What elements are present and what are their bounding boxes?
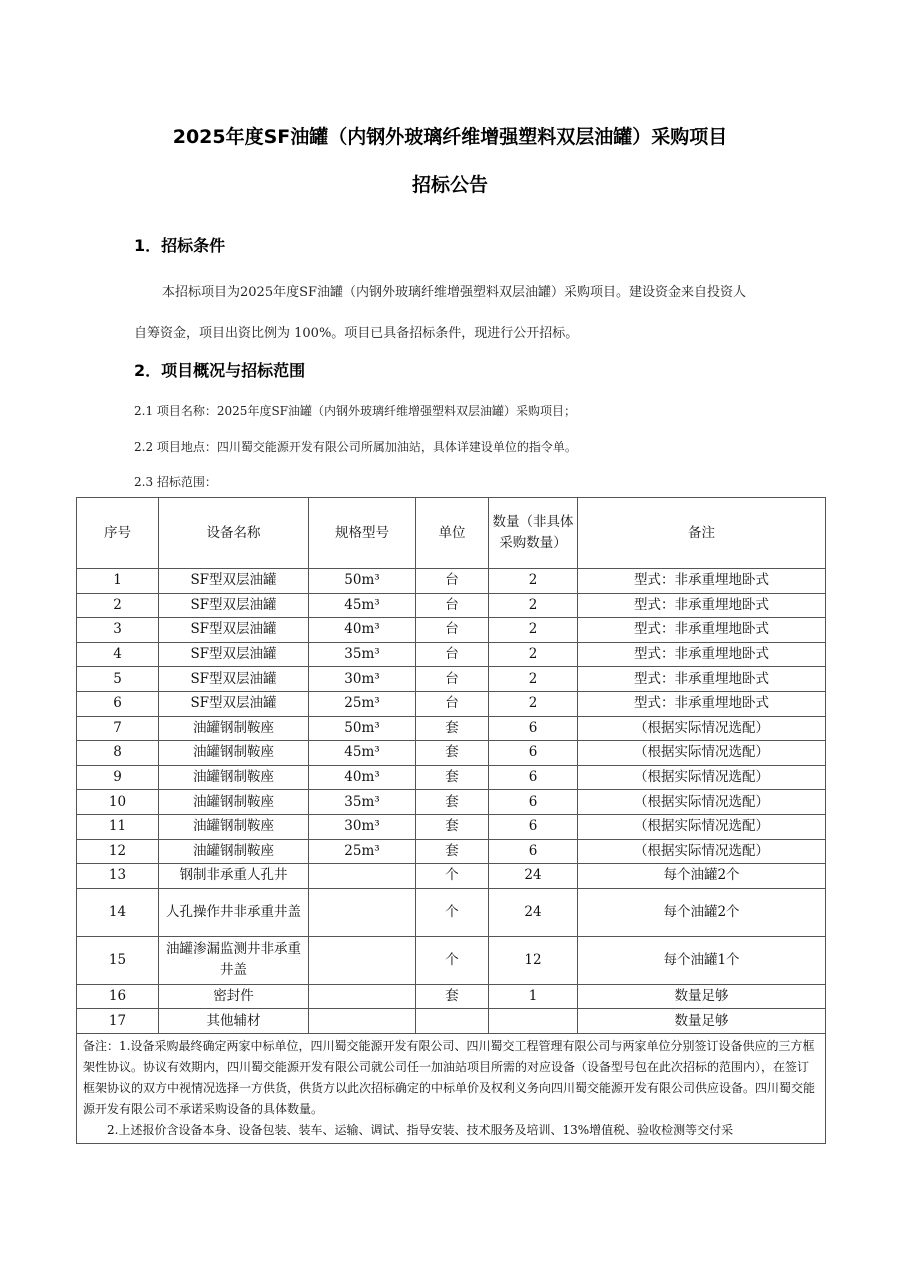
cell-spec [309,984,416,1009]
table-notes [77,1033,826,1143]
cell-qty: 2 [489,667,578,692]
cell-remark: 型式：非承重埋地卧式 [578,667,826,692]
cell-remark: 型式：非承重埋地卧式 [578,691,826,716]
cell-name: SF型双层油罐 [159,642,309,667]
cell-qty: 2 [489,642,578,667]
cell-name: SF型双层油罐 [159,691,309,716]
cell-spec: 25m³ [309,839,416,864]
section1-heading: 1．招标条件 [134,236,226,255]
cell-no: 17 [77,1009,159,1034]
cell-qty: 2 [489,569,578,594]
cell-spec: 40m³ [309,765,416,790]
cell-qty: 6 [489,790,578,815]
document-title: 2025年度SF油罐（内钢外玻璃纤维增强塑料双层油罐）采购项目 [172,126,728,148]
header-unit: 单位 [416,498,489,569]
section2-item-scope: 2.3 招标范围： [134,475,217,489]
table-row [77,569,826,594]
cell-unit [416,1009,489,1034]
header-qty: 数量（非具体采购数量） [489,498,578,569]
cell-name: 油罐钢制鞍座 [159,790,309,815]
table-row [77,716,826,741]
cell-name: 油罐钢制鞍座 [159,839,309,864]
cell-remark: （根据实际情况选配） [578,741,826,766]
cell-name: 油罐钢制鞍座 [159,741,309,766]
cell-remark: 每个油罐2个 [578,888,826,936]
cell-remark: （根据实际情况选配） [578,814,826,839]
cell-remark: （根据实际情况选配） [578,790,826,815]
cell-no: 7 [77,716,159,741]
cell-name: SF型双层油罐 [159,618,309,643]
cell-spec: 45m³ [309,741,416,766]
cell-name: 油罐钢制鞍座 [159,716,309,741]
table-row [77,1009,826,1034]
cell-no: 11 [77,814,159,839]
cell-spec [309,888,416,936]
cell-remark: 型式：非承重埋地卧式 [578,593,826,618]
table-row [77,618,826,643]
cell-no: 10 [77,790,159,815]
table-notes-row [77,1033,826,1143]
cell-no: 6 [77,691,159,716]
cell-no: 5 [77,667,159,692]
cell-no: 14 [77,888,159,936]
cell-qty: 24 [489,864,578,889]
cell-name: SF型双层油罐 [159,593,309,618]
cell-unit: 套 [416,790,489,815]
table-row [77,864,826,889]
cell-qty [489,1009,578,1034]
cell-name: 油罐钢制鞍座 [159,814,309,839]
cell-spec [309,1009,416,1034]
cell-unit: 套 [416,765,489,790]
cell-no: 8 [77,741,159,766]
cell-remark: 型式：非承重埋地卧式 [578,618,826,643]
cell-remark: 数量足够 [578,984,826,1009]
table-row [77,667,826,692]
cell-spec: 30m³ [309,667,416,692]
section2-heading: 2．项目概况与招标范围 [134,361,306,380]
cell-no: 13 [77,864,159,889]
cell-unit: 台 [416,593,489,618]
cell-no: 3 [77,618,159,643]
cell-spec: 30m³ [309,814,416,839]
cell-spec: 35m³ [309,790,416,815]
table-row [77,691,826,716]
header-remark: 备注 [578,498,826,569]
cell-unit: 台 [416,569,489,594]
cell-qty: 2 [489,593,578,618]
cell-spec: 25m³ [309,691,416,716]
section1-paragraph-line1: 本招标项目为2025年度SF油罐（内钢外玻璃纤维增强塑料双层油罐）采购项目。建设资金来自投资人 [162,285,747,300]
note-1: 备注：1.设备采购最终确定两家中标单位，四川蜀交能源开发有限公司、四川蜀交工程管理有限公司与两家单位分别签订设备供应的三方框架性协议。协议有效期内，四川蜀交能源开发有限公司就公司任一加油站项目所需的对应设备（设备型号包在此次招标的范围内），在签订框架协议的双方中视情况选择一方供货，供货方以此次招标确定的中标单价及权利义务向四川蜀交能源开发有限公司供应设备。四川蜀交能源开发有限公司不承诺采购设备的具体数量。 [83,1038,816,1116]
cell-qty: 2 [489,691,578,716]
table-row [77,888,826,936]
table-row [77,642,826,667]
cell-qty: 12 [489,936,578,984]
cell-name: 密封件 [159,984,309,1009]
table-row [77,936,826,984]
table-row [77,814,826,839]
cell-name: SF型双层油罐 [159,569,309,594]
cell-name: 油罐渗漏监测井非承重井盖 [159,936,309,984]
cell-remark: 每个油罐2个 [578,864,826,889]
cell-spec: 50m³ [309,716,416,741]
cell-unit: 台 [416,618,489,643]
cell-name: 钢制非承重人孔井 [159,864,309,889]
cell-no: 2 [77,593,159,618]
cell-qty: 6 [489,839,578,864]
cell-qty: 6 [489,765,578,790]
cell-qty: 2 [489,618,578,643]
cell-unit: 个 [416,864,489,889]
note-2: 2.上述报价含设备本身、设备包装、装车、运输、调试、指导安装、技术服务及培训、13%增值税、验收检测等交付采 [107,1122,734,1137]
cell-name: 人孔操作井非承重井盖 [159,888,309,936]
cell-spec: 45m³ [309,593,416,618]
cell-spec: 50m³ [309,569,416,594]
section1-paragraph-line2: 自筹资金，项目出资比例为 100%。项目已具备招标条件，现进行公开招标。 [134,326,579,341]
cell-spec [309,864,416,889]
cell-spec [309,936,416,984]
cell-unit: 台 [416,642,489,667]
cell-qty: 1 [489,984,578,1009]
table-row [77,839,826,864]
table-row [77,593,826,618]
cell-spec: 40m³ [309,618,416,643]
table-header-row [77,498,826,569]
cell-no: 15 [77,936,159,984]
cell-unit: 个 [416,936,489,984]
cell-remark: （根据实际情况选配） [578,765,826,790]
table-row [77,765,826,790]
header-no: 序号 [77,498,159,569]
cell-remark: 型式：非承重埋地卧式 [578,569,826,594]
cell-remark: 每个油罐1个 [578,936,826,984]
cell-unit: 个 [416,888,489,936]
cell-qty: 24 [489,888,578,936]
bid-scope-table [76,497,826,1144]
cell-no: 16 [77,984,159,1009]
cell-unit: 台 [416,691,489,716]
cell-no: 1 [77,569,159,594]
cell-qty: 6 [489,741,578,766]
cell-remark: （根据实际情况选配） [578,716,826,741]
table-row [77,790,826,815]
cell-name: 其他辅材 [159,1009,309,1034]
header-name: 设备名称 [159,498,309,569]
table-row [77,984,826,1009]
header-spec: 规格型号 [309,498,416,569]
section2-item-name: 2.1 项目名称：2025年度SF油罐（内钢外玻璃纤维增强塑料双层油罐）采购项目； [134,404,576,418]
cell-no: 4 [77,642,159,667]
cell-name: SF型双层油罐 [159,667,309,692]
cell-unit: 套 [416,839,489,864]
document-subtitle: 招标公告 [411,174,488,196]
cell-spec: 35m³ [309,642,416,667]
cell-unit: 台 [416,667,489,692]
cell-unit: 套 [416,716,489,741]
cell-qty: 6 [489,716,578,741]
cell-unit: 套 [416,984,489,1009]
cell-remark: 数量足够 [578,1009,826,1034]
cell-qty: 6 [489,814,578,839]
cell-remark: （根据实际情况选配） [578,839,826,864]
cell-unit: 套 [416,814,489,839]
cell-no: 9 [77,765,159,790]
table-body [77,569,826,1034]
cell-name: 油罐钢制鞍座 [159,765,309,790]
table-row [77,741,826,766]
cell-unit: 套 [416,741,489,766]
cell-no: 12 [77,839,159,864]
cell-remark: 型式：非承重埋地卧式 [578,642,826,667]
section2-item-location: 2.2 项目地点：四川蜀交能源开发有限公司所属加油站，具体详建设单位的指令单。 [134,440,577,454]
